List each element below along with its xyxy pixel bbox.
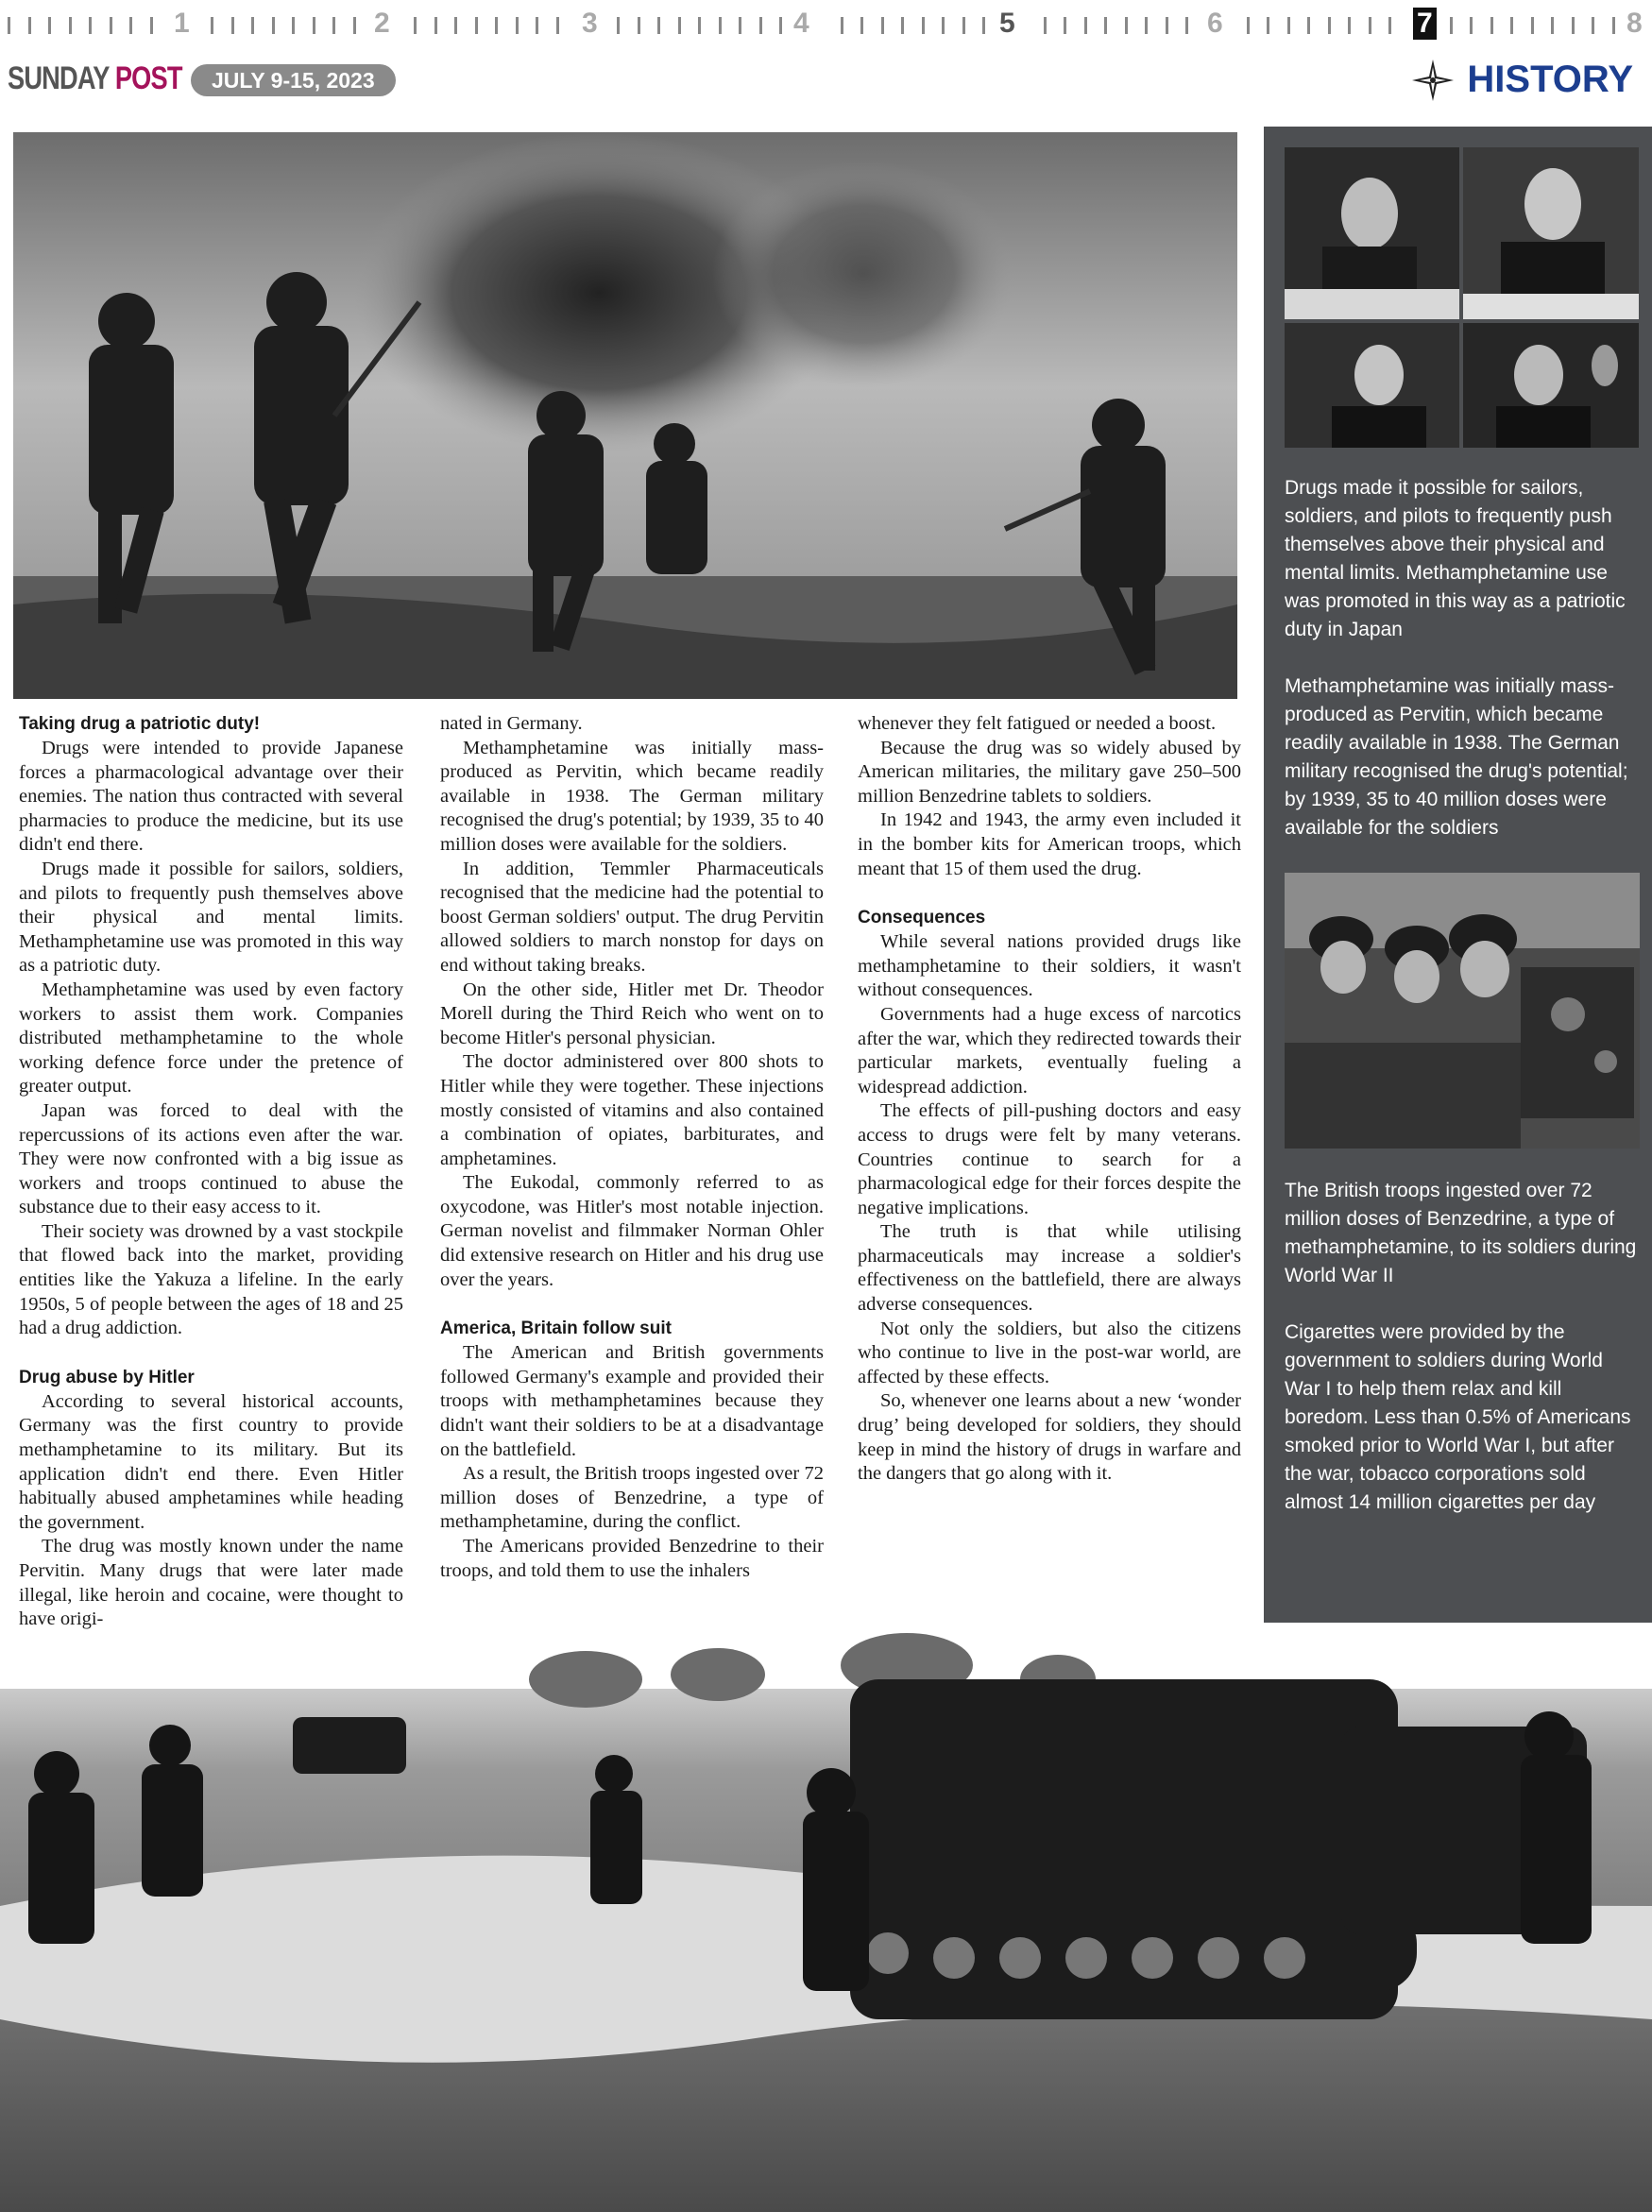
paragraph: Because the drug was so widely abused by American militaries, the military gave 250–500 million Benzedrine tablets to soldiers. [858, 737, 1241, 807]
ruler-tick [1104, 17, 1107, 34]
paragraph: In 1942 and 1943, the army even included it in the bomber kits for American troops, which meant that 15 of them used the drug. [858, 809, 1241, 879]
sidebar-panel [1264, 127, 1652, 1676]
ruler-tick [1510, 17, 1513, 34]
ruler-page-6: 6 [1207, 8, 1223, 39]
compass-rose-icon [1412, 60, 1454, 101]
ruler-tick [1612, 17, 1615, 34]
section-title: HISTORY [1467, 59, 1633, 100]
paragraph: The Eukodal, commonly referred to as oxycodone, was Hitler's most notable injection. German novelist and filmmaker Norman Ohler did extensive research on Hitler and his drug use over the years. [440, 1172, 824, 1290]
paragraph: The drug was mostly known under the name Pervitin. Many drugs that were later made illegal, like heroin and cocaine, were thought to have origi- [19, 1536, 403, 1630]
paragraph: The effects of pill-pushing doctors and easy access to drugs were felt by many veterans. Countries continue to search for a pharmacological edge for their forces despite the negative implications. [858, 1100, 1241, 1218]
ruler-tick [1369, 17, 1371, 34]
paragraph: The Americans provided Benzedrine to their troops, and told them to use the inhalers [440, 1536, 824, 1581]
ruler-tick [1388, 17, 1391, 34]
ruler-tick [860, 17, 863, 34]
section-label [1412, 59, 1633, 101]
article-column-1 [19, 712, 403, 1632]
ruler-tick [982, 17, 985, 34]
paragraph: Governments had a huge excess of narcotics after the war, which they redirected towards their particular markets, eventually fueling a widespread addiction. [858, 1003, 1241, 1097]
paragraph: Drugs were intended to provide Japanese forces a pharmacological advantage over their enemies. The nation thus contracted with several pharmacies to produce the medicine, but its use didn't end there. [19, 738, 403, 856]
ruler-tick [251, 17, 254, 34]
paragraph-continued: whenever they felt fatigued or needed a boost. [858, 713, 1217, 734]
subhead-hitler: Drug abuse by Hitler [19, 1367, 195, 1387]
ruler-tick [922, 17, 925, 34]
ruler-page-1: 1 [174, 8, 190, 39]
article-column-2 [440, 712, 824, 1583]
photo-hitler-speech-3 [1285, 323, 1459, 448]
ruler-tick [129, 17, 132, 34]
sidebar-caption-group-1 [1285, 474, 1643, 842]
ruler-tick [1307, 17, 1310, 34]
paragraph-continued: nated in Germany. [440, 713, 583, 734]
ruler-tick [1328, 17, 1331, 34]
paragraph: Their society was drowned by a vast stockpile that flowed back into the market, providing entities like the Yakuza a lifeline. In the early 1950s, 5 of people between the ages of 18 and 25 had a drug addiction. [19, 1220, 403, 1339]
sidebar-caption-benzedrine: The British troops ingested over 72 million doses of Benzedrine, a type of methamphetamine, to its soldiers during World War II [1285, 1180, 1637, 1286]
ruler-tick [313, 17, 315, 34]
brand-word-post: POST [114, 60, 182, 96]
ruler-tick [1125, 17, 1128, 34]
ruler-tick [617, 17, 620, 34]
ruler-tick [516, 17, 519, 34]
subhead-consequences: Consequences [858, 908, 986, 928]
paragraph: Japan was forced to deal with the repercussions of its actions even after the war. They were now confronted with a big issue as workers and troops continued to abuse the substance due to their easy access to it. [19, 1099, 403, 1218]
paragraph: According to several historical accounts, Germany was the first country to provide methamphetamine to its military. But its application didn't end there. Even Hitler habitually abused amphetamines while heading the government. [19, 1390, 403, 1533]
subhead-patriotic-duty: Taking drug a patriotic duty! [19, 714, 261, 734]
page-ruler [0, 0, 1652, 45]
ruler-tick [942, 17, 945, 34]
ruler-page-4: 4 [793, 8, 809, 39]
publication-name [8, 60, 182, 97]
ruler-tick [536, 17, 538, 34]
ruler-tick [1450, 17, 1453, 34]
ruler-tick [89, 17, 92, 34]
paragraph: Methamphetamine was used by even factory workers to assist them work. Companies distributed methamphetamine to the whole working defence force under the pretence of greater output. [19, 978, 403, 1097]
brand-word-sunday: SUNDAY [8, 60, 110, 96]
article-column-3 [858, 712, 1241, 1487]
ruler-tick [1287, 17, 1290, 34]
ruler-tick [841, 17, 843, 34]
ruler-tick [454, 17, 457, 34]
ruler-tick [272, 17, 275, 34]
ruler-tick [211, 17, 213, 34]
ruler-tick [434, 17, 437, 34]
ruler-page-current: 7 [1413, 8, 1437, 40]
ruler-tick [1185, 17, 1188, 34]
ruler-page-8: 8 [1626, 8, 1643, 39]
ruler-tick [1084, 17, 1087, 34]
hero-photo-soldiers-charging [13, 132, 1237, 699]
bottom-photo-tanks-advance [0, 1623, 1652, 2212]
paragraph: The American and British governments followed Germany's example and provided their troops with methamphetamines because they didn't want their soldiers to be at a disadvantage on the battlefield. [440, 1342, 824, 1460]
ruler-page-2: 2 [374, 8, 390, 39]
sidebar-caption-cigarettes: Cigarettes were provided by the government to soldiers during World War I to help them relax and kill boredom. Less than 0.5% of Americans smoked prior to World War I, but after the war, tobacco corporations sold almost 14 million cigarettes per day [1285, 1321, 1631, 1513]
ruler-tick [1044, 17, 1047, 34]
ruler-tick [231, 17, 234, 34]
ruler-tick [1064, 17, 1066, 34]
ruler-tick [292, 17, 295, 34]
photo-hitler-speech-1 [1285, 147, 1459, 319]
ruler-tick [1166, 17, 1168, 34]
photo-hitler-speech-4 [1463, 323, 1639, 448]
subhead-america-britain: America, Britain follow suit [440, 1319, 672, 1339]
ruler-tick [48, 17, 51, 34]
ruler-tick [739, 17, 741, 34]
paragraph: Methamphetamine was initially mass-produced as Pervitin, which became readily available in 1938. The German military recognised the drug's potential; by 1939, 35 to 40 million doses were available for the soldiers. [440, 737, 824, 855]
ruler-tick [1551, 17, 1554, 34]
ruler-tick [881, 17, 884, 34]
ruler-tick [1348, 17, 1351, 34]
ruler-tick [1531, 17, 1534, 34]
ruler-page-3: 3 [582, 8, 598, 39]
ruler-tick [150, 17, 153, 34]
ruler-tick [69, 17, 72, 34]
paragraph: As a result, the British troops ingested over 72 million doses of Benzedrine, a type of methamphetamine, during the conflict. [440, 1463, 824, 1533]
ruler-tick [1247, 17, 1250, 34]
paragraph: So, whenever one learns about a new ‘wonder drug’ being developed for soldiers, they should keep in mind the history of drugs in warfare and the dangers that go along with it. [858, 1390, 1241, 1485]
photo-hitler-speech-2 [1463, 147, 1639, 319]
ruler-tick [495, 17, 498, 34]
ruler-tick [28, 17, 31, 34]
photo-troops-radio [1285, 873, 1640, 1149]
paragraph: The doctor administered over 800 shots to Hitler while they were together. These injections mostly consisted of vitamins and also contained a combination of opiates, barbiturates, and amphetamines. [440, 1051, 824, 1169]
ruler-tick [719, 17, 722, 34]
ruler-tick [1490, 17, 1493, 34]
issue-date: JULY 9-15, 2023 [191, 64, 396, 96]
ruler-tick [110, 17, 112, 34]
paragraph: While several nations provided drugs like methamphetamine to their soldiers, it wasn't without consequences. [858, 931, 1241, 1001]
ruler-tick [759, 17, 762, 34]
ruler-tick [353, 17, 356, 34]
paragraph: On the other side, Hitler met Dr. Theodor Morell during the Third Reich who went on to become Hitler's personal physician. [440, 978, 824, 1048]
sidebar-caption-group-2 [1285, 1177, 1643, 1517]
sidebar-caption-pervitin: Methamphetamine was initially mass-produced as Pervitin, which became readily available in 1938. The German military recognised the drug's potential; by 1939, 35 to 40 million doses were available for the soldiers [1285, 675, 1628, 839]
paragraph: The truth is that while utilising pharmaceuticals may increase a soldier's effectiveness on the battlefield, there are always adverse consequences. [858, 1221, 1241, 1316]
ruler-tick [1592, 17, 1594, 34]
ruler-tick [1267, 17, 1269, 34]
ruler-tick [638, 17, 640, 34]
ruler-tick [657, 17, 660, 34]
ruler-tick [414, 17, 417, 34]
ruler-tick [8, 17, 10, 34]
masthead [0, 57, 1652, 104]
paragraph: Drugs made it possible for sailors, soldiers, and pilots to frequently push themselves above their physical and mental limits. Methamphetamine use was promoted in this way as a patriotic duty. [19, 858, 403, 977]
ruler-tick [779, 17, 782, 34]
ruler-page-5: 5 [999, 8, 1015, 39]
ruler-tick [556, 17, 559, 34]
ruler-tick [698, 17, 701, 34]
sidebar-caption-japan: Drugs made it possible for sailors, soldiers, and pilots to frequently push themselves above their physical and mental limits. Methamphetamine use was promoted in this way as a patriotic duty in Japan [1285, 477, 1626, 640]
ruler-tick [475, 17, 478, 34]
ruler-tick [962, 17, 965, 34]
ruler-tick [901, 17, 904, 34]
ruler-tick [1145, 17, 1148, 34]
ruler-tick [332, 17, 335, 34]
paragraph: In addition, Temmler Pharmaceuticals recognised that the medicine had the potential to boost German soldiers' output. The drug Pervitin allowed soldiers to march nonstop for days on end without taking breaks. [440, 858, 824, 976]
ruler-tick [1572, 17, 1575, 34]
paragraph: Not only the soldiers, but also the citizens who continue to live in the post-war world, are affected by these effects. [858, 1318, 1241, 1387]
ruler-tick [678, 17, 681, 34]
ruler-tick [1470, 17, 1473, 34]
